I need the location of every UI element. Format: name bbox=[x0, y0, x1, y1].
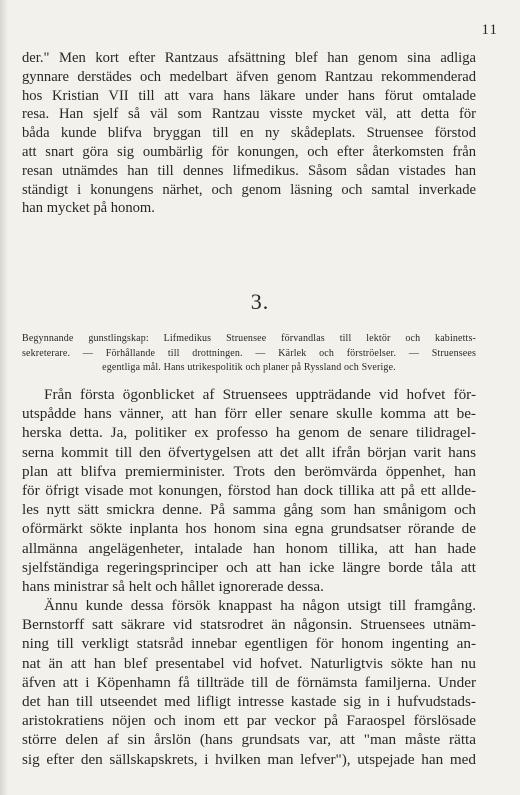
page-binding-shadow bbox=[0, 0, 8, 795]
summary-line: Begynnande gunstlingskap: Lifmedikus Struensee förvandlas till lektör och kabinetts- bbox=[22, 333, 476, 344]
top-paragraph bbox=[22, 49, 476, 218]
text-line: oförmärkt sökte inplanta hos honom sina egna grundsatser rörande de bbox=[22, 520, 476, 538]
text-line: aristokratiens nöjen och inom ett par veckor på Faraospel förslösade bbox=[22, 712, 476, 730]
text-line: Ännu kunde dessa försök knappast ha någon utsigt till framgång. bbox=[44, 597, 476, 615]
text-line: ständigt i konungens närhet, och genom läsning och samtal inverkade bbox=[22, 181, 476, 198]
text-line: sjelfständiga regeringsprinciper och att han icke längre borde tåla att bbox=[22, 558, 476, 576]
summary-line: egentliga mål. Hans utrikespolitik och planer på Ryssland och Sverige. bbox=[102, 362, 396, 374]
section-heading: 3. bbox=[250, 289, 270, 314]
page-number: 11 bbox=[481, 22, 498, 38]
text-line: allmänna angelägenheter, intalade han honom tillika, att han hade bbox=[22, 539, 476, 557]
text-line: hos Kristian VII till att vara hans läkare under hans förut omtalade bbox=[22, 87, 476, 104]
text-line: äfven att i Köpenhamn få tillträde till de förnämsta familjerna. Under bbox=[22, 673, 476, 691]
text-line: Från första ögonblicket af Struensees uppträdande vid hofvet för- bbox=[44, 386, 476, 403]
text-line: nat än att han blef presentabel vid hofvet. Naturligtvis sökte han nu bbox=[22, 654, 476, 672]
text-line: utspådde hans vänner, att han förr eller senare skulle komma att be- bbox=[22, 405, 476, 423]
text-line: det han till utseendet med lifligt intresse kastade sig in i hufvudstads- bbox=[22, 693, 476, 710]
summary-line: sekreterare. — Förhållande till drottningen. — Kärlek och förströelser. — Struensees bbox=[22, 347, 476, 359]
text-line: serna kommit till den öfvertygelsen att det allt ifrån början varit hans bbox=[22, 443, 476, 461]
text-line: herska detta. Ja, politiker ex professo ha genom de senare tilidragel- bbox=[22, 424, 476, 442]
text-line: Bernstorff satt säkrare vid statsrodret än någonsin. Struensees utnäm- bbox=[22, 616, 476, 634]
text-line: les nytt sätt smickra denne. På samma gång som han smånigom och bbox=[22, 501, 476, 519]
text-line: der." Men kort efter Rantzaus afsättning blef han genom sina adliga bbox=[22, 50, 476, 66]
text-line: plan att blifva premierminister. Trots den berömvärda öppenhet, han bbox=[22, 462, 476, 480]
text-line: att snart göra sig oumbärlig för konungen, och efter återkomsten från bbox=[22, 143, 476, 160]
text-line: resan utnämdes han till dennes lifmedikus. Såsom sådan vistades han bbox=[22, 162, 476, 179]
text-line: resa. Han sjelf så väl som Rantzau visste mycket väl, att detta för bbox=[22, 106, 476, 123]
text-line: ning till verkligt statsråd innebar egentligen för honom ingenting an- bbox=[22, 635, 476, 653]
chapter-summary bbox=[22, 332, 476, 376]
body-text bbox=[22, 385, 476, 769]
text-line: gynnare derstädes och medelbart äfven genom Rantzau rekommenderad bbox=[22, 68, 476, 85]
text-line: hans ministrar så helt och hållet ignorerade dessa. bbox=[22, 577, 324, 595]
text-line: större delen af sin årslön (hans grundsats var, att "man måste rätta bbox=[22, 731, 476, 749]
text-line: sig efter den sällskapskrets, i hvilken man lefver"), utspejade han med bbox=[22, 750, 476, 768]
text-line: båda kunde blifva bryggan till en ny skådeplats. Struensee förstod bbox=[22, 125, 476, 142]
text-line: för öfrigt visade mot konungen, förstod han dock tillika att på ett allde- bbox=[22, 481, 476, 499]
text-line: han mycket på honom. bbox=[22, 200, 155, 217]
